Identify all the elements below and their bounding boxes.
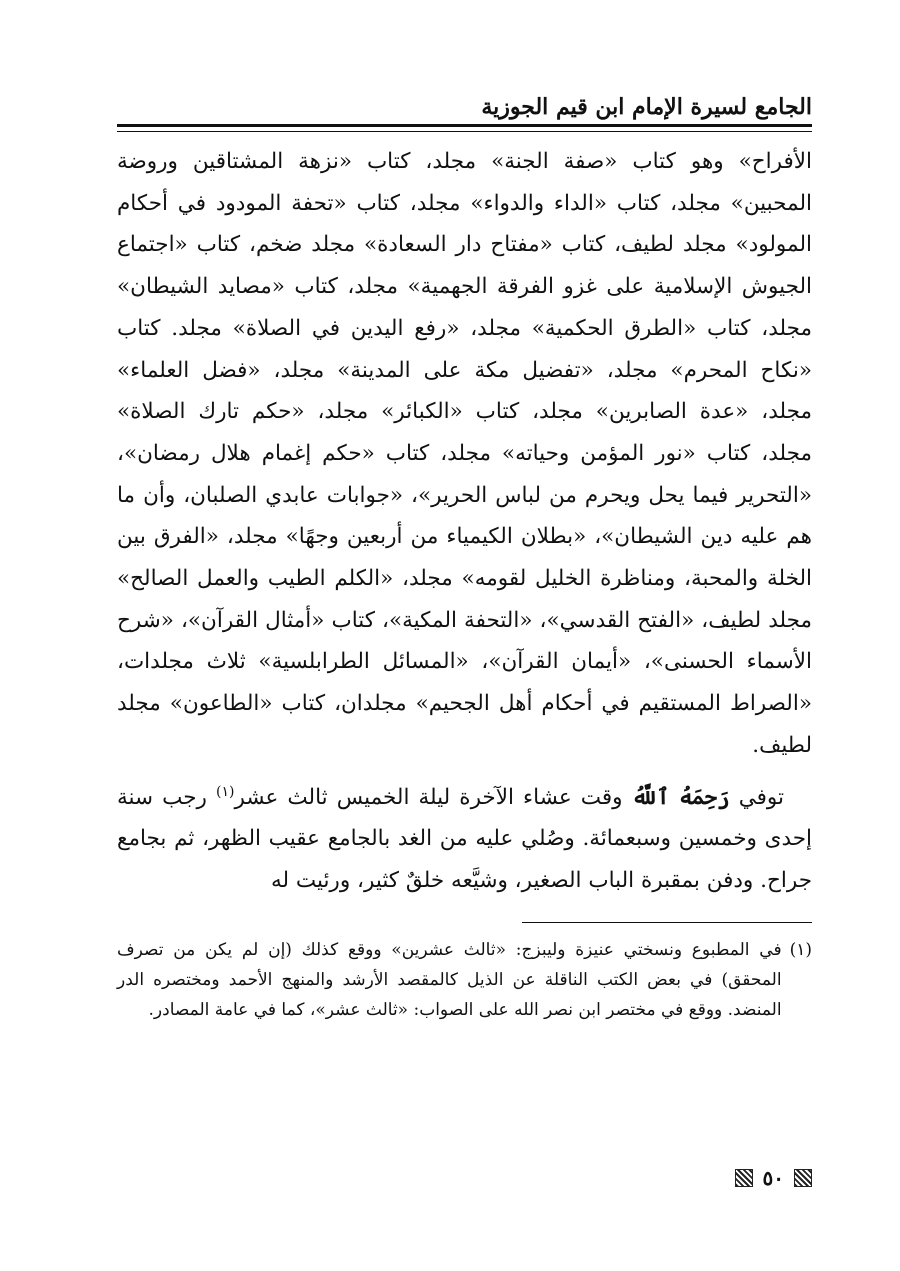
footnote-text: في المطبوع ونسختي عنيزة وليبزج: «ثالث عشرين» ووقع كذلك (إن لم يكن من تصرف المحقق) في بعض الكتب الناقلة عن الذيل كالمقصد الأرشد والمنهج الأحمد ومختصره الدر المنضد. ووقع في مختصر ابن نصر الله على الصواب: «ثالث عشر»، كما في عامة المصادر.	[117, 939, 782, 1020]
page-folio	[735, 1166, 812, 1190]
death-notice-rest: رجب سنة إحدى وخمسين وسبعمائة. وصُلي عليه من الغد بالجامع عقيب الظهر، ثم بجامع جراح. ودفن بمقبرة الباب الصغير، وشيَّعه خلقٌ كثير، ورئيت له	[117, 784, 812, 893]
honorific-phrase: رَحِمَهُ ٱللَّهُ	[631, 784, 730, 810]
paragraph-book-list: الأفراح» وهو كتاب «صفة الجنة» مجلد، كتاب «نزهة المشتاقين وروضة المحبين» مجلد، كتاب «الداء والدواء» مجلد، كتاب «تحفة المودود في أحكام المولود» مجلد لطيف، كتاب «مفتاح دار السعادة» مجلد ضخم، كتاب «اجتماع الجيوش الإسلامية على غزو الفرقة الجهمية» مجلد، كتاب «مصايد الشيطان» مجلد، كتاب «الطرق الحكمية» مجلد، «رفع اليدين في الصلاة» مجلد. كتاب «نكاح المحرم» مجلد، «تفضيل مكة على المدينة» مجلد، «فضل العلماء» مجلد، «عدة الصابرين» مجلد، كتاب «الكبائر» مجلد، «حكم تارك الصلاة» مجلد، كتاب «نور المؤمن وحياته» مجلد، كتاب «حكم إغمام هلال رمضان»، «التحرير فيما يحل ويحرم من لباس الحرير»، «جوابات عابدي الصلبان، وأن ما هم عليه دين الشيطان»، «بطلان الكيمياء من أربعين وجهًا» مجلد، «الفرق بين الخلة والمحبة، ومناظرة الخليل لقومه» مجلد، «الكلم الطيب والعمل الصالح» مجلد لطيف، «الفتح القدسي»، «التحفة المكية»، كتاب «أمثال القرآن»، «شرح الأسماء الحسنى»، «أيمان القرآن»، «المسائل الطرابلسية» ثلاث مجلدات، «الصراط المستقيم في أحكام أهل الجحيم» مجلدان، كتاب «الطاعون» مجلد لطيف.	[117, 149, 812, 758]
ornament-icon	[735, 1169, 753, 1187]
death-notice-start: توفي	[738, 784, 784, 810]
running-title: الجامع لسيرة الإمام ابن قيم الجوزية	[481, 94, 812, 120]
paragraph-death-notice	[117, 777, 812, 902]
footnote-reference[interactable]: (١)	[216, 783, 235, 800]
page-number: ٥٠	[762, 1166, 784, 1190]
body-text	[117, 141, 812, 902]
footnote-number: (١)	[789, 939, 812, 960]
running-header	[117, 80, 812, 127]
footnote-item	[117, 935, 812, 1025]
death-notice-date: وقت عشاء الآخرة ليلة الخميس ثالث عشر	[234, 784, 623, 810]
ornament-icon	[794, 1169, 812, 1187]
footnotes	[117, 935, 812, 1025]
footnote-separator	[522, 922, 812, 923]
book-page	[117, 80, 812, 1190]
